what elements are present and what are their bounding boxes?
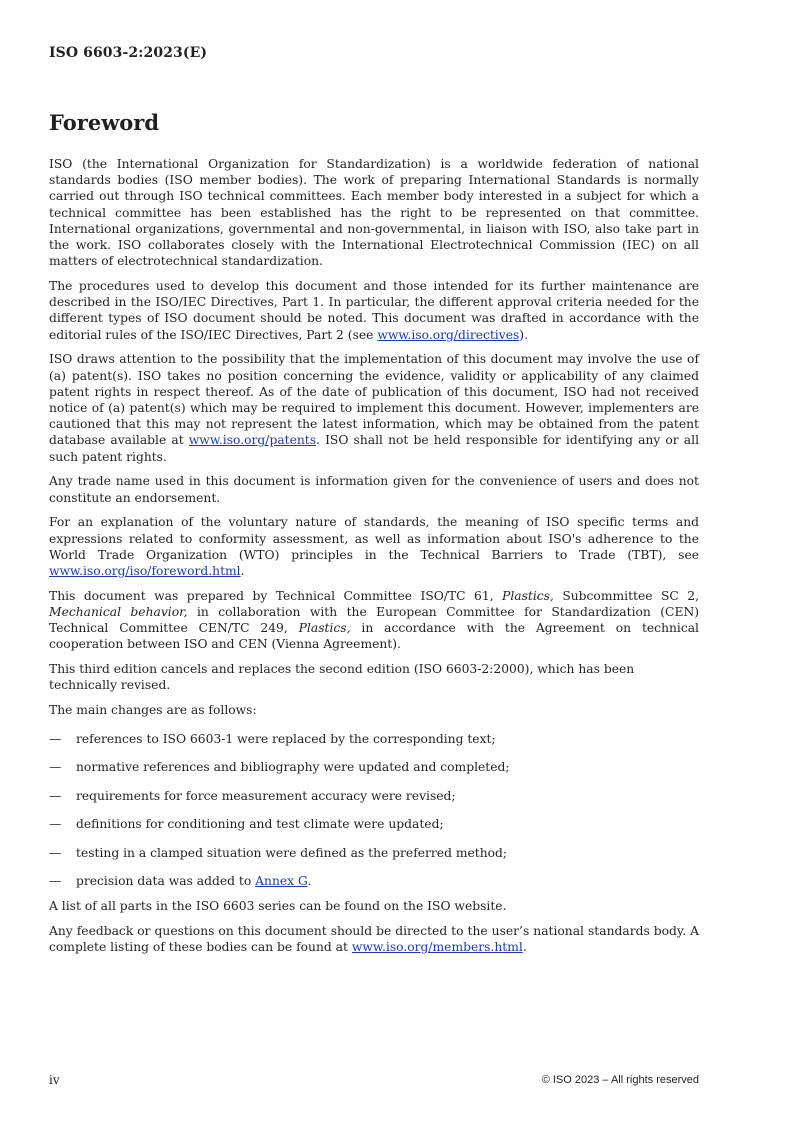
paragraph-end: . ISO shall not be held responsible for identifying any or all such patent rights. xyxy=(49,433,699,464)
list-item-text: testing in a clamped situation were defined as the preferred method; xyxy=(76,845,508,860)
paragraph-trade-name: Any trade name used in this document is information given for the convenience of users and does not constitute an endorsement. xyxy=(49,474,699,505)
committee-text: This document was prepared by Technical Committee ISO/TC 61, xyxy=(49,588,503,603)
paragraph-text: The procedures used to develop this document and those intended for its further maintenance are described in the ISO/IEC Directives, Part 1. In particular, the different approval criteria needed for the different types of ISO document should be noted. This document was drafted in accordance with the editorial rules of the ISO/IEC Directives, Part 2 (see xyxy=(49,279,699,342)
list-item xyxy=(49,845,699,861)
list-item xyxy=(49,759,699,775)
cen-committee-italic: Plastics, xyxy=(298,621,351,636)
list-item-text: normative references and bibliography were updated and completed; xyxy=(76,760,510,775)
list-item-text-part: precision data was added to xyxy=(76,874,256,889)
page-number: iv xyxy=(49,1073,60,1087)
committee-text: in accordance with the Agreement on technical cooperation between ISO and CEN (Vienna Agreement). xyxy=(49,621,699,652)
paragraph-main-changes: The main changes are as follows: xyxy=(49,703,257,718)
paragraph-text: Any feedback or questions on this document should be directed to the user’s national standards body. A complete listing of these bodies can be found at xyxy=(49,923,699,954)
list-item xyxy=(49,816,699,832)
list-item-text: definitions for conditioning and test climate were updated; xyxy=(76,817,444,832)
dash-bullet: — xyxy=(49,788,62,803)
committee-italic: Plastics xyxy=(502,588,550,603)
paragraph-committee xyxy=(49,588,699,653)
dash-bullet: — xyxy=(49,817,62,832)
dash-bullet: — xyxy=(49,760,62,775)
paragraph-text: ISO draws attention to the possibility that the implementation of this document may involve the use of (a) patent(s). ISO takes no position concerning the evidence, validity or applicability of any claimed patent rights in respect thereof. As of the date of publication of this document, ISO had not received notice of (a) patent(s) which may be required to implement this document. However, implementers are cautioned that this may not represent the latest information, which may be obtained from the patent database available at xyxy=(49,352,699,448)
foreword-body xyxy=(49,156,699,964)
list-item-text: requirements for force measurement accuracy were revised; xyxy=(76,788,456,803)
foreword-link[interactable]: www.iso.org/iso/foreword.html xyxy=(49,564,241,579)
members-link[interactable]: www.iso.org/members.html xyxy=(351,939,523,954)
paragraph-end: ). xyxy=(519,327,528,342)
paragraph-procedures xyxy=(49,278,699,343)
paragraph-end: . xyxy=(522,939,527,954)
directives-link[interactable]: www.iso.org/directives xyxy=(377,327,520,342)
paragraph-feedback xyxy=(49,923,699,955)
list-item-text xyxy=(76,873,311,889)
list-item xyxy=(49,731,699,747)
list-item xyxy=(49,873,699,889)
patents-link[interactable]: www.iso.org/patents xyxy=(188,433,317,448)
dash-bullet: — xyxy=(49,731,62,746)
dash-bullet: — xyxy=(49,845,62,860)
list-item-text: references to ISO 6603-1 were replaced by the corresponding text; xyxy=(76,731,496,746)
paragraph-end: . xyxy=(240,564,245,579)
page-title: Foreword xyxy=(49,110,160,135)
copyright-notice: © ISO 2023 – All rights reserved xyxy=(541,1074,699,1086)
document-id-header: ISO 6603-2:2023(E) xyxy=(49,45,208,61)
dash-bullet: — xyxy=(49,874,62,889)
subcommittee-italic: Mechanical behavior, xyxy=(49,605,188,620)
paragraph-patents xyxy=(49,351,699,464)
paragraph-iso-intro: ISO (the International Organization for Standardization) is a worldwide federation of national standards bodies (ISO member bodies). The work of preparing International Standards is normally carried out through ISO technical committees. Each member body interested in a subject for which a technical committee has been established has the right to be represented on that committee. International organizations, governmental and non-governmental, in liaison with ISO, also take part in the work. ISO collaborates closely with the International Electrotechnical Commission (IEC) on all matters of electrotechnical standardization. xyxy=(49,157,699,269)
list-item xyxy=(49,788,699,804)
committee-text: , Subcommittee SC 2, xyxy=(549,588,699,603)
paragraph-edition: This third edition cancels and replaces the second edition (ISO 6603-2:2000), which has been technically revised. xyxy=(49,662,635,693)
list-item-end: . xyxy=(307,874,312,889)
paragraph-text: For an explanation of the voluntary nature of standards, the meaning of ISO specific terms and expressions related to conformity assessment, as well as information about ISO's adherence to the World Trade Organization (WTO) principles in the Technical Barriers to Trade (TBT), see xyxy=(49,515,699,562)
changes-list xyxy=(49,731,699,890)
paragraph-voluntary-nature xyxy=(49,514,699,579)
annex-g-link[interactable]: Annex G xyxy=(255,874,308,889)
committee-text: in collaboration with the European Committee for Standardization (CEN) Technical Committee CEN/TC 249, xyxy=(49,605,699,636)
paragraph-series: A list of all parts in the ISO 6603 series can be found on the ISO website. xyxy=(49,898,507,913)
